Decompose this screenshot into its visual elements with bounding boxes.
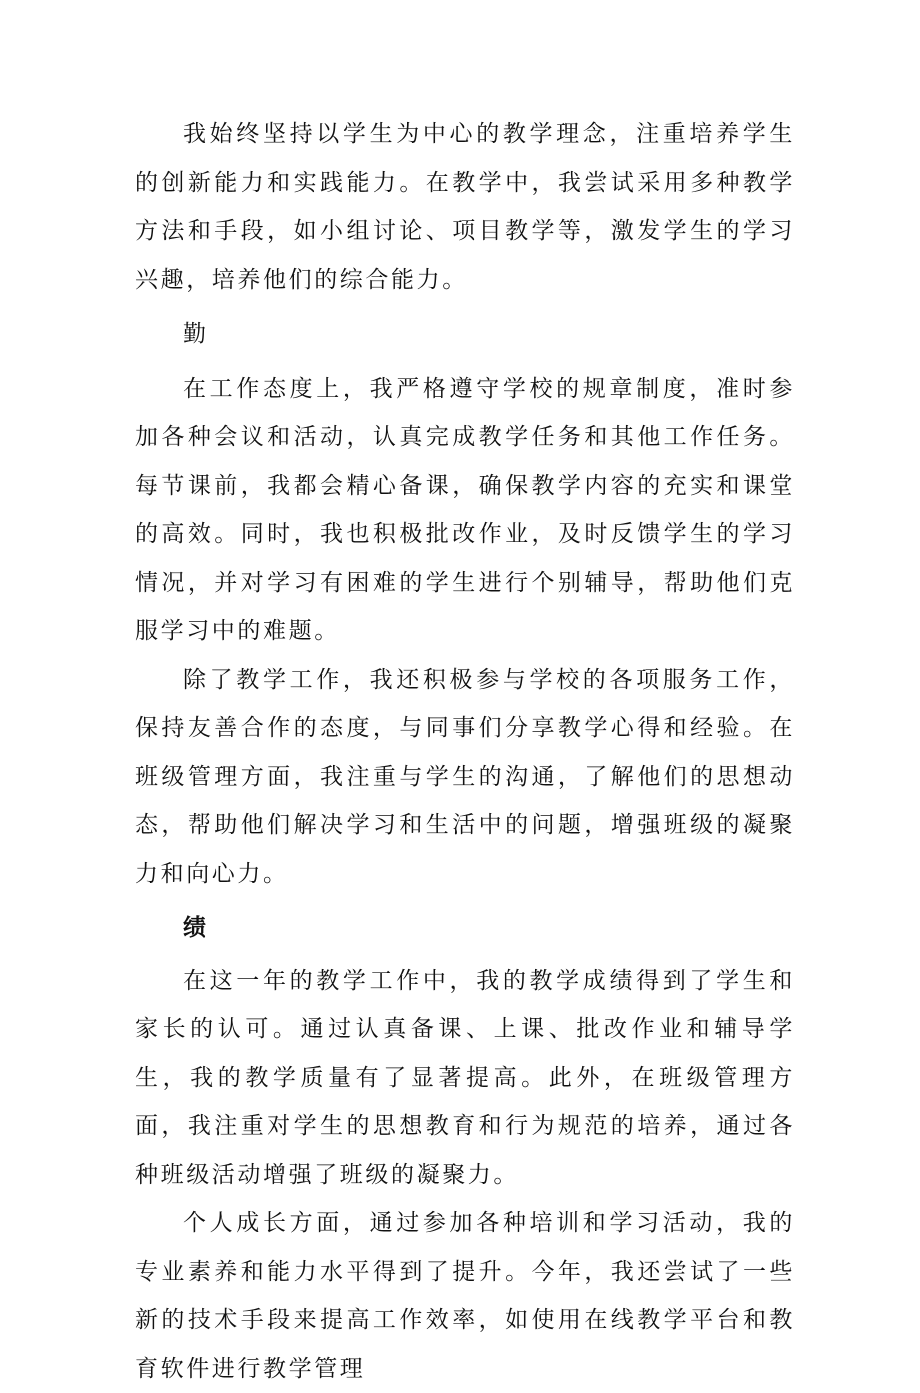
paragraph-teaching-results: 在这一年的教学工作中，我的教学成绩得到了学生和家长的认可。通过认真备课、上课、批改作业和辅导学生，我的教学质量有了显著提高。此外，在班级管理方面，我注重对学生的思想教育和行为规范的培养，通过各种班级活动增强了班级的凝聚力。: [135, 967, 795, 1188]
paragraph-personal-growth: 个人成长方面，通过参加各种培训和学习活动，我的专业素养和能力水平得到了提升。今年，我还尝试了一些新的技术手段来提高工作效率，如使用在线教学平台和教育软件进行教学管理: [135, 1210, 795, 1382]
document-body: [135, 110, 795, 1393]
paragraph-service-work: 除了教学工作，我还积极参与学校的各项服务工作，保持友善合作的态度，与同事们分享教学心得和经验。在班级管理方面，我注重与学生的沟通，了解他们的思想动态，帮助他们解决学习和生活中的问题，增强班级的凝聚力和向心力。: [135, 666, 795, 887]
paragraph-teaching-philosophy: 我始终坚持以学生为中心的教学理念，注重培养学生的创新能力和实践能力。在教学中，我尝试采用多种教学方法和手段，如小组讨论、项目教学等，激发学生的学习兴趣，培养他们的综合能力。: [135, 121, 795, 293]
section-heading-ji: 绩: [183, 915, 206, 941]
paragraph-work-attitude: 在工作态度上，我严格遵守学校的规章制度，准时参加各种会议和活动，认真完成教学任务和其他工作任务。每节课前，我都会精心备课，确保教学内容的充实和课堂的高效。同时，我也积极批改作业，及时反馈学生的学习情况，并对学习有困难的学生进行个别辅导，帮助他们克服学习中的难题。: [135, 375, 795, 644]
section-heading-qin: 勤: [183, 321, 206, 347]
